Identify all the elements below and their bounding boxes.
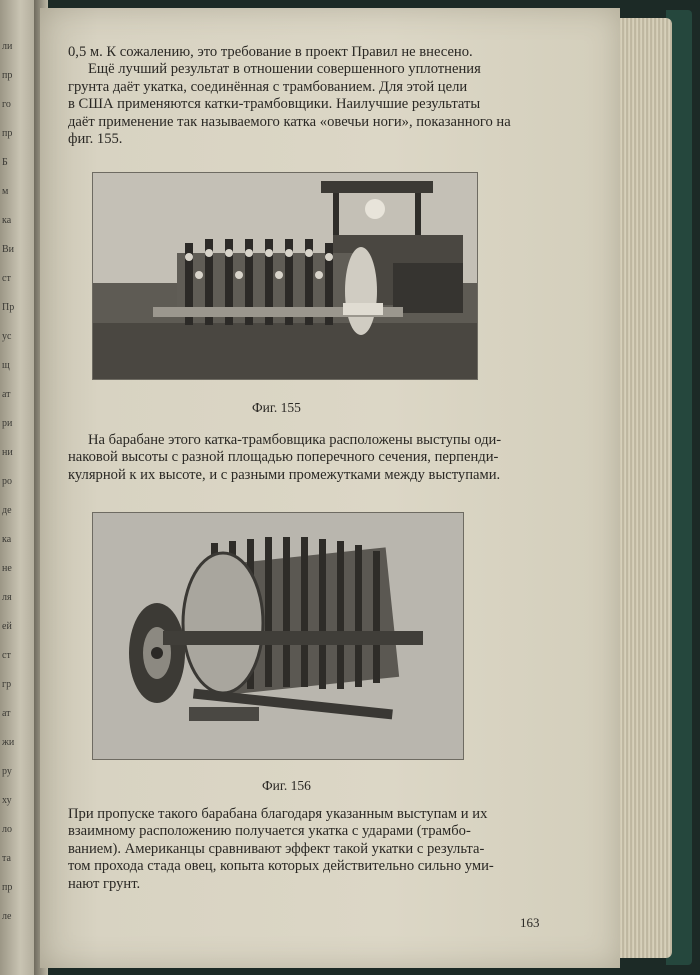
paragraph-1	[68, 44, 588, 148]
previous-page-text-fragment: гр	[2, 679, 12, 690]
figure-156-photo	[92, 512, 464, 760]
previous-page-text-fragment: пр	[2, 70, 13, 81]
text-line: даёт применение так называемого катка «овечьи ноги», показанного на	[68, 113, 511, 130]
page-number: 163	[520, 915, 540, 930]
previous-page-text-fragment: пр	[2, 128, 13, 139]
paragraph-3	[68, 806, 588, 893]
previous-page-text-fragment: ле	[2, 911, 12, 922]
previous-page-text-fragment: ло	[2, 824, 12, 835]
previous-page-text-fragment: щ	[2, 360, 10, 371]
page-stack-edges	[612, 18, 672, 958]
previous-page-text-fragment: ка	[2, 215, 12, 226]
previous-page-text-fragment: не	[2, 563, 12, 574]
previous-page-text-fragment: ли	[2, 41, 13, 52]
roller-drum-illustration	[93, 513, 463, 759]
previous-page-text-fragment: де	[2, 505, 12, 516]
text-line: грунта даёт укатка, соединённая с трамбованием. Для этой цели	[68, 78, 468, 95]
previous-page-text-fragment: ху	[2, 795, 12, 806]
figure-155-photo	[92, 172, 478, 380]
previous-page-text-fragment: ст	[2, 650, 11, 661]
text-line: в США применяются катки-трамбовщики. Наилучшие результаты	[68, 96, 481, 113]
previous-page-text-fragment: ус	[2, 331, 12, 342]
previous-page-text-fragment: ро	[2, 476, 12, 487]
text-line: взаимному расположению получается укатка с ударами (трамбо-	[68, 823, 471, 840]
previous-page-text-fragment: пр	[2, 882, 13, 893]
previous-page-text-fragment: Пр	[2, 302, 15, 313]
previous-page-text-fragment: ат	[2, 389, 11, 400]
previous-page-text-fragment: ст	[2, 273, 11, 284]
text-line: При пропуске такого барабана благодаря указанным выступам и их	[68, 806, 488, 822]
figure-155-caption: Фиг. 155	[252, 400, 301, 415]
text-line: 0,5 м. К сожалению, это требование в проект Правил не внесено.	[68, 44, 473, 60]
paragraph-2	[68, 432, 588, 484]
text-line: фиг. 155.	[68, 131, 123, 148]
figure-156-caption: Фиг. 156	[262, 778, 311, 793]
sheepsfoot-roller-tractor-illustration	[93, 173, 477, 379]
previous-page-text-fragment: та	[2, 853, 11, 864]
previous-page-text-fragment: ля	[2, 592, 12, 603]
text-line: нают грунт.	[68, 875, 141, 892]
previous-page-text-fragment: м	[2, 186, 9, 197]
book-page	[40, 8, 620, 968]
previous-page-text-fragment: Ви	[2, 244, 15, 255]
text-line: Ещё лучший результат в отношении совершенного уплотнения	[88, 61, 481, 78]
previous-page-text-fragment: ат	[2, 708, 11, 719]
previous-page-text-fragment: Б	[2, 157, 8, 168]
previous-page-text-fragment: жи	[2, 737, 15, 748]
previous-page-text-fragment: ру	[2, 766, 12, 777]
previous-page-edge	[0, 0, 34, 975]
text-line: ванием). Американцы сравнивают эффект такой укатки с результа-	[68, 840, 485, 857]
text-line: кулярной к их высоте, и с разными промежутками между выступами.	[68, 466, 501, 483]
previous-page-text-fragment: ка	[2, 534, 12, 545]
previous-page-text-fragment: ни	[2, 447, 13, 458]
previous-page-text-fragment: го	[2, 99, 11, 110]
previous-page-text-fragment: ри	[2, 418, 13, 429]
text-line: наковой высоты с разной площадью поперечного сечения, перпенди-	[68, 449, 499, 466]
previous-page-text-fragment: ей	[2, 621, 12, 632]
text-line: На барабане этого катка-трамбовщика расположены выступы оди-	[88, 432, 502, 448]
text-line: том прохода стада овец, копыта которых действительно сильно уми-	[68, 858, 494, 875]
